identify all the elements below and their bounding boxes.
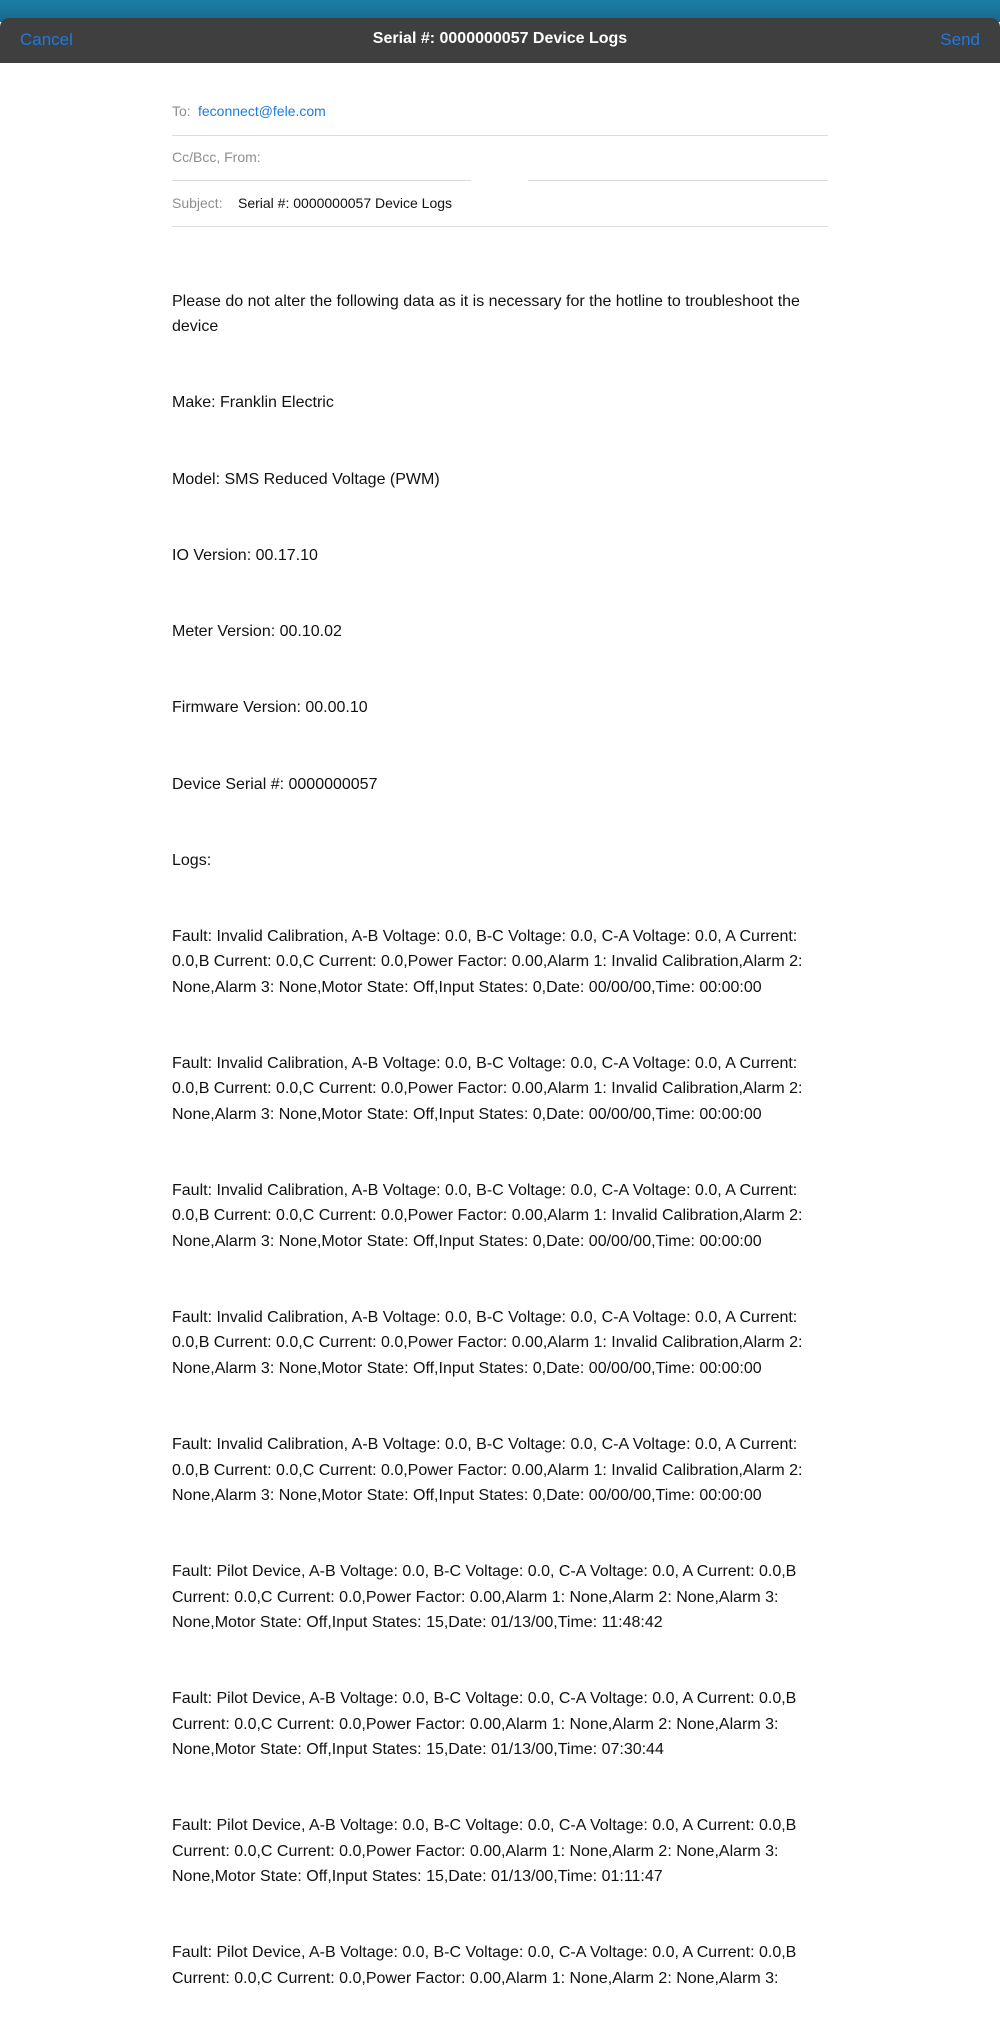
- body-model: Model: SMS Reduced Voltage (PWM): [172, 470, 440, 488]
- log-entry: Fault: Pilot Device, A-B Voltage: 0.0, B-C Voltage: 0.0, C-A Voltage: 0.0, A Current: 0.0,B Current: 0.0,C Current: 0.0,Power Factor: 0.00,Alarm 1: None,Alarm 2: None,Alarm 3: None,Motor State: Off,Input States: 15,Date: 01/13/00,Time: 07:30:44: [172, 1690, 801, 1758]
- message-body[interactable]: [172, 238, 832, 2042]
- cc-divider-right: [528, 180, 828, 181]
- log-entry: Fault: Pilot Device, A-B Voltage: 0.0, B-C Voltage: 0.0, C-A Voltage: 0.0, A Current: 0.0,B Current: 0.0,C Current: 0.0,Power Factor: 0.00,Alarm 1: None,Alarm 2: None,Alarm 3:: [172, 1944, 801, 1987]
- body-logs-label: Logs:: [172, 851, 212, 869]
- log-entry: Fault: Invalid Calibration, A-B Voltage: 0.0, B-C Voltage: 0.0, C-A Voltage: 0.0, A Current: 0.0,B Current: 0.0,C Current: 0.0,Power Factor: 0.00,Alarm 1: Invalid Calibration,Alarm 2: None,Alarm 3: None,Motor State: Off,Input States: 0,Date: 00/00/00,Time: 00:00:00: [172, 927, 807, 996]
- subject-field[interactable]: Serial #: 0000000057 Device Logs: [238, 195, 453, 211]
- body-make: Make: Franklin Electric: [172, 394, 334, 412]
- log-entry: Fault: Invalid Calibration, A-B Voltage: 0.0, B-C Voltage: 0.0, C-A Voltage: 0.0, A Current: 0.0,B Current: 0.0,C Current: 0.0,Power Factor: 0.00,Alarm 1: Invalid Calibration,Alarm 2: None,Alarm 3: None,Motor State: Off,Input States: 0,Date: 00/00/00,Time: 00:00:00: [172, 1309, 807, 1377]
- compose-nav-bar: [0, 18, 1000, 63]
- log-entry: Fault: Invalid Calibration, A-B Voltage: 0.0, B-C Voltage: 0.0, C-A Voltage: 0.0, A Current: 0.0,B Current: 0.0,C Current: 0.0,Power Factor: 0.00,Alarm 1: Invalid Calibration,Alarm 2: None,Alarm 3: None,Motor State: Off,Input States: 0,Date: 00/00/00,Time: 00:00:00: [172, 1436, 807, 1504]
- cancel-button[interactable]: Cancel: [20, 30, 73, 49]
- body-firmware-version: Firmware Version: 00.00.10: [172, 699, 368, 717]
- body-intro: Please do not alter the following data as it is necessary for the hotline to troubleshoot the device: [172, 292, 805, 336]
- send-button[interactable]: Send: [940, 30, 980, 49]
- compose-title: Serial #: 0000000057 Device Logs: [372, 30, 628, 47]
- cc-divider-left: [172, 180, 471, 181]
- log-entry: Fault: Invalid Calibration, A-B Voltage: 0.0, B-C Voltage: 0.0, C-A Voltage: 0.0, A Current: 0.0,B Current: 0.0,C Current: 0.0,Power Factor: 0.00,Alarm 1: Invalid Calibration,Alarm 2: None,Alarm 3: None,Motor State: Off,Input States: 0,Date: 00/00/00,Time: 00:00:00: [172, 1055, 807, 1123]
- subject-divider: [172, 226, 828, 227]
- body-meter-version: Meter Version: 00.10.02: [172, 623, 342, 641]
- to-divider: [172, 135, 828, 136]
- log-entry: Fault: Invalid Calibration, A-B Voltage: 0.0, B-C Voltage: 0.0, C-A Voltage: 0.0, A Current: 0.0,B Current: 0.0,C Current: 0.0,Power Factor: 0.00,Alarm 1: Invalid Calibration,Alarm 2: None,Alarm 3: None,Motor State: Off,Input States: 0,Date: 00/00/00,Time: 00:00:00: [172, 1182, 807, 1250]
- body-device-serial: Device Serial #: 0000000057: [172, 775, 378, 793]
- log-entry: Fault: Pilot Device, A-B Voltage: 0.0, B-C Voltage: 0.0, C-A Voltage: 0.0, A Current: 0.0,B Current: 0.0,C Current: 0.0,Power Factor: 0.00,Alarm 1: None,Alarm 2: None,Alarm 3: None,Motor State: Off,Input States: 15,Date: 01/13/00,Time: 01:11:47: [172, 1817, 801, 1885]
- to-label: To:: [172, 103, 191, 119]
- cc-bcc-from-field[interactable]: Cc/Bcc, From:: [172, 149, 261, 165]
- to-recipient-field[interactable]: feconnect@fele.com: [198, 103, 326, 119]
- subject-label: Subject:: [172, 195, 223, 211]
- log-entry: Fault: Pilot Device, A-B Voltage: 0.0, B-C Voltage: 0.0, C-A Voltage: 0.0, A Current: 0.0,B Current: 0.0,C Current: 0.0,Power Factor: 0.00,Alarm 1: None,Alarm 2: None,Alarm 3: None,Motor State: Off,Input States: 15,Date: 01/13/00,Time: 11:48:42: [172, 1563, 801, 1631]
- body-io-version: IO Version: 00.17.10: [172, 546, 318, 564]
